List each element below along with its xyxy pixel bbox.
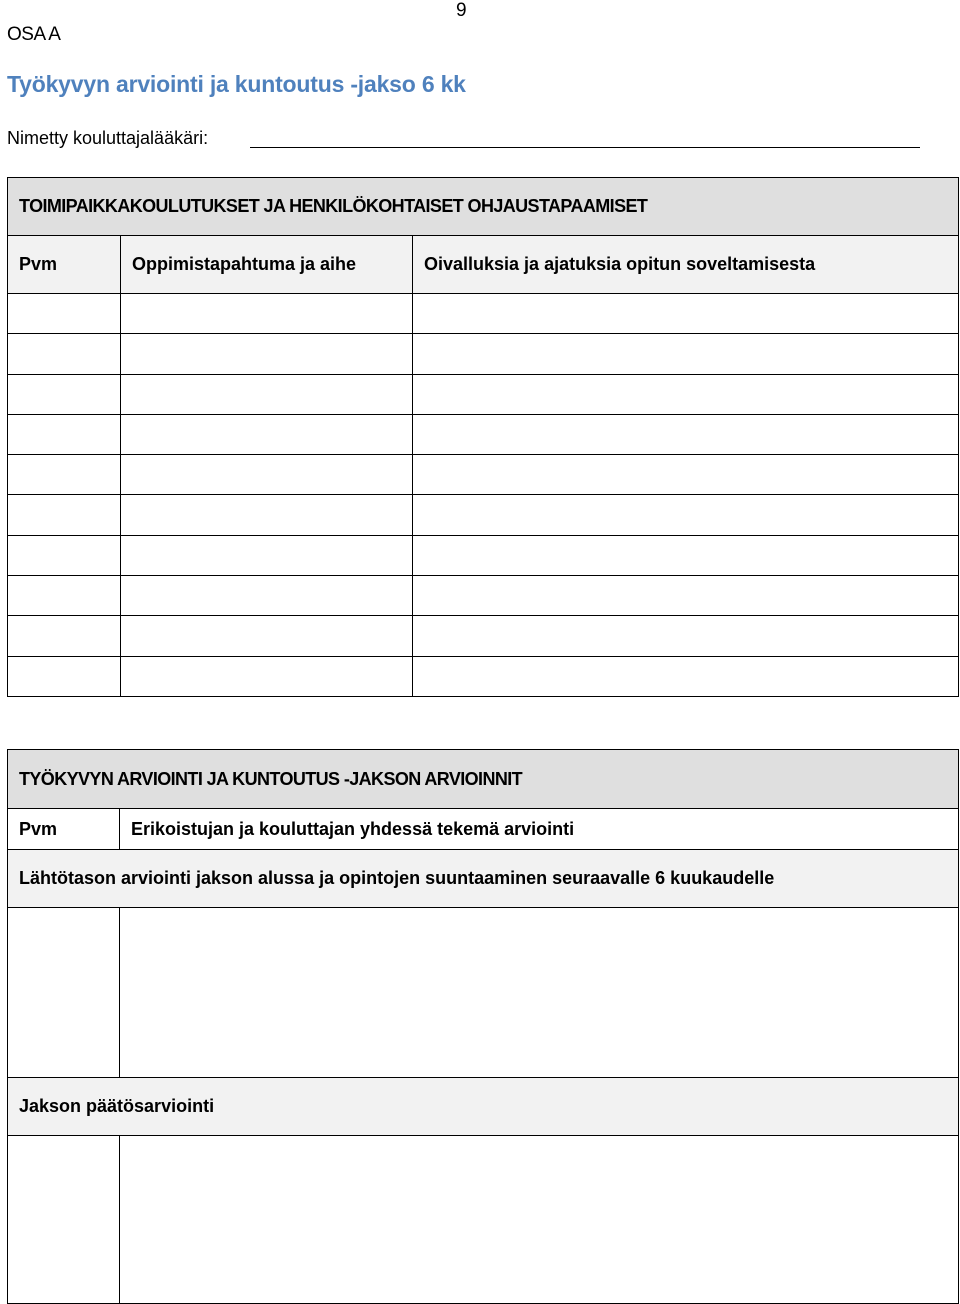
learning-event-cell[interactable] — [121, 455, 413, 495]
initial-assessment-header: Lähtötason arviointi jakson alussa ja opintojen suuntaaminen seuraavalle 6 kuukaudelle — [8, 850, 959, 908]
insights-cell[interactable] — [413, 576, 959, 616]
learning-event-cell[interactable] — [121, 334, 413, 374]
table-row — [8, 334, 959, 374]
learning-event-cell[interactable] — [121, 535, 413, 575]
page-title: Työkyvyn arviointi ja kuntoutus -jakso 6 kk — [7, 71, 466, 97]
assessments-table-title: TYÖKYVYN ARVIOINTI JA KUNTOUTUS -JAKSON ARVIOINNIT — [8, 750, 959, 809]
table-row — [8, 414, 959, 454]
column-header-assessment: Erikoistujan ja kouluttajan yhdessä tekemä arviointi — [120, 809, 959, 850]
column-header-insights: Oivalluksia ja ajatuksia opitun soveltamisesta — [413, 236, 959, 294]
learning-event-cell[interactable] — [121, 414, 413, 454]
insights-cell[interactable] — [413, 414, 959, 454]
date-cell[interactable] — [8, 455, 121, 495]
insights-cell[interactable] — [413, 455, 959, 495]
date-cell[interactable] — [8, 294, 121, 334]
learning-event-cell[interactable] — [121, 495, 413, 535]
insights-cell[interactable] — [413, 374, 959, 414]
date-cell[interactable] — [8, 656, 121, 696]
date-cell[interactable] — [8, 495, 121, 535]
date-cell[interactable] — [8, 535, 121, 575]
column-header-date: Pvm — [8, 809, 120, 850]
section-label: OSA A — [7, 24, 61, 45]
training-sessions-table — [7, 177, 959, 697]
initial-assessment-text-cell[interactable] — [120, 908, 959, 1078]
column-header-learning-event: Oppimistapahtuma ja aihe — [121, 236, 413, 294]
date-cell[interactable] — [8, 414, 121, 454]
insights-cell[interactable] — [413, 334, 959, 374]
insights-cell[interactable] — [413, 656, 959, 696]
learning-event-cell[interactable] — [121, 374, 413, 414]
table-row — [8, 495, 959, 535]
learning-event-cell[interactable] — [121, 656, 413, 696]
insights-cell[interactable] — [413, 495, 959, 535]
supervisor-label: Nimetty kouluttajalääkäri: — [7, 128, 209, 148]
assessments-table — [7, 749, 959, 1304]
table-row — [8, 576, 959, 616]
learning-event-cell[interactable] — [121, 616, 413, 656]
learning-event-cell[interactable] — [121, 294, 413, 334]
page-number: 9 — [456, 0, 467, 21]
initial-assessment-date-cell[interactable] — [8, 908, 120, 1078]
table-row — [8, 656, 959, 696]
final-assessment-text-cell[interactable] — [120, 1136, 959, 1304]
training-table-title: TOIMIPAIKKAKOULUTUKSET JA HENKILÖKOHTAISET OHJAUSTAPAAMISET — [8, 178, 959, 236]
final-assessment-header: Jakson päätösarviointi — [8, 1078, 959, 1136]
column-header-date: Pvm — [8, 236, 121, 294]
date-cell[interactable] — [8, 334, 121, 374]
insights-cell[interactable] — [413, 294, 959, 334]
table-row — [8, 535, 959, 575]
supervisor-field — [7, 128, 920, 152]
table-row — [8, 908, 959, 1078]
learning-event-cell[interactable] — [121, 576, 413, 616]
supervisor-signature-line[interactable] — [250, 147, 920, 148]
date-cell[interactable] — [8, 616, 121, 656]
table-row — [8, 294, 959, 334]
date-cell[interactable] — [8, 576, 121, 616]
table-row — [8, 1136, 959, 1304]
date-cell[interactable] — [8, 374, 121, 414]
table-row — [8, 616, 959, 656]
final-assessment-date-cell[interactable] — [8, 1136, 120, 1304]
table-row — [8, 455, 959, 495]
insights-cell[interactable] — [413, 616, 959, 656]
table-row — [8, 374, 959, 414]
insights-cell[interactable] — [413, 535, 959, 575]
